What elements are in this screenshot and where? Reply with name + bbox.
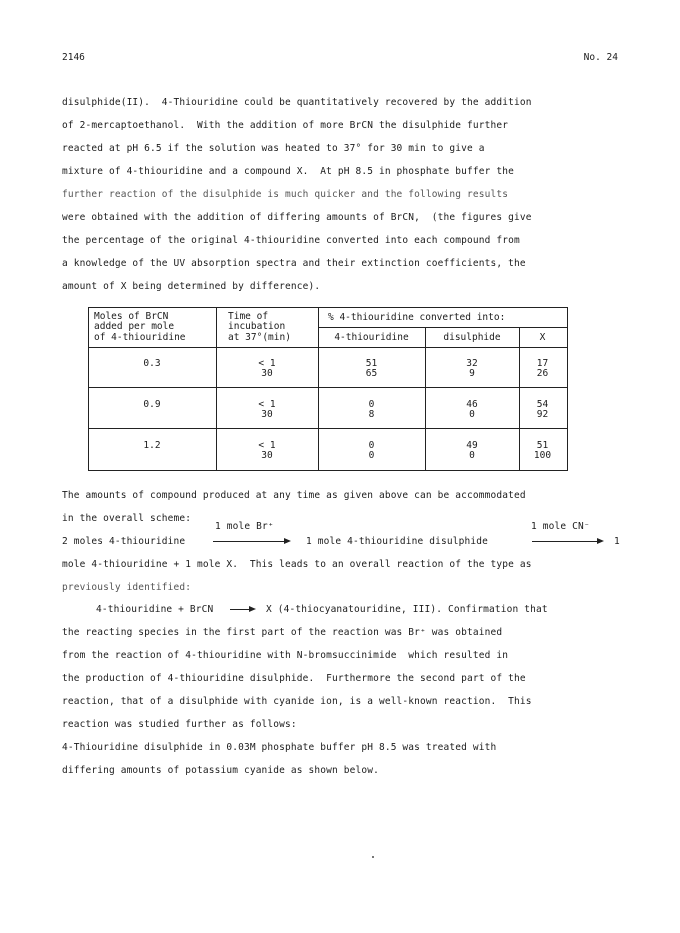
results-table bbox=[88, 307, 568, 471]
paragraph-line: reaction, that of a disulphide with cyanide ion, is a well-known reaction. This bbox=[62, 696, 532, 707]
subheader-thiouridine: 4-thiouridine bbox=[334, 332, 409, 343]
table-cell-disulphide: 0 bbox=[469, 409, 475, 420]
paragraph-line: amount of X being determined by difference). bbox=[62, 281, 321, 292]
table-cell-disulphide: 0 bbox=[469, 450, 475, 461]
header-moles: Moles of BrCN bbox=[94, 311, 169, 322]
scheme-reagent-cn: 1 mole CN⁻ bbox=[531, 521, 590, 532]
table-cell-thiouridine: 0 bbox=[368, 399, 375, 410]
table-cell-thiouridine: 65 bbox=[365, 368, 378, 379]
subheader-disulphide: disulphide bbox=[443, 332, 501, 343]
paragraph-line: reaction was studied further as follows: bbox=[62, 719, 297, 730]
header-moles: added per mole bbox=[94, 321, 175, 332]
paragraph-line: from the reaction of 4-thiouridine with N-bromsuccinimide which resulted in bbox=[62, 650, 509, 661]
table-cell-time: < 1 bbox=[258, 399, 276, 410]
reaction-arrowhead bbox=[249, 606, 256, 612]
paragraph-line: in the overall scheme: bbox=[62, 513, 192, 524]
table-cell-x: 54 bbox=[536, 399, 549, 410]
paragraph-line: mixture of 4-thiouridine and a compound X. At pH 8.5 in phosphate buffer the bbox=[62, 166, 514, 177]
paragraph-line: the percentage of the original 4-thiouridine converted into each compound from bbox=[62, 235, 520, 246]
table-cell-disulphide: 32 bbox=[466, 358, 478, 369]
scheme-reagent-br: 1 mole Br⁺ bbox=[215, 521, 274, 532]
table-cell-time: 30 bbox=[261, 368, 273, 379]
issue-number: No. 24 bbox=[583, 52, 618, 63]
scheme-arrow-line bbox=[532, 541, 598, 542]
paragraph-line: the production of 4-thiouridine disulphide. Furthermore the second part of the bbox=[62, 673, 526, 684]
scheme-intermediate: 1 mole 4-thiouridine disulphide bbox=[306, 536, 488, 547]
table-cell-thiouridine: 8 bbox=[368, 409, 375, 420]
paragraph-line: of 2-mercaptoethanol. With the addition of more BrCN the disulphide further bbox=[62, 120, 509, 131]
header-converted: % 4-thiouridine converted into: bbox=[328, 312, 506, 323]
paragraph-line: reacted at pH 6.5 if the solution was heated to 37° for 30 min to give a bbox=[62, 143, 485, 154]
paragraph-line: disulphide(II). 4-Thiouridine could be quantitatively recovered by the addition bbox=[62, 97, 532, 108]
reaction-reactants: 4-thiouridine + BrCN bbox=[96, 604, 214, 615]
table-cell-thiouridine: 51 bbox=[365, 358, 378, 369]
paragraph-line: The amounts of compound produced at any time as given above can be accommodated bbox=[62, 490, 526, 501]
table-cell-thiouridine: 0 bbox=[368, 450, 375, 461]
reaction-arrow-line bbox=[230, 609, 250, 610]
scheme-arrow-line bbox=[213, 541, 285, 542]
table-cell-moles: 0.3 bbox=[143, 358, 161, 369]
scheme-end: 1 bbox=[614, 536, 620, 547]
table-cell-x: 92 bbox=[536, 409, 549, 420]
paragraph-line: further reaction of the disulphide is much quicker and the following results bbox=[62, 189, 509, 200]
paragraph-line: mole 4-thiouridine + 1 mole X. This leads to an overall reaction of the type as bbox=[62, 559, 532, 570]
table-cell-time: 30 bbox=[261, 450, 273, 461]
reaction-product: X (4-thiocyanatouridine, III). Confirmation that bbox=[266, 604, 548, 615]
table-cell-time: < 1 bbox=[258, 440, 276, 451]
table-cell-disulphide: 46 bbox=[466, 399, 478, 410]
paragraph-line: the reacting species in the first part of the reaction was Br⁺ was obtained bbox=[62, 627, 503, 638]
paragraph-line: a knowledge of the UV absorption spectra and their extinction coefficients, the bbox=[62, 258, 526, 269]
table-cell-x: 51 bbox=[536, 440, 549, 451]
table-cell-disulphide: 49 bbox=[466, 440, 478, 451]
page-number: 2146 bbox=[62, 52, 85, 63]
scheme-arrowhead bbox=[284, 538, 291, 544]
scheme-arrowhead bbox=[597, 538, 604, 544]
subheader-x: X bbox=[539, 332, 546, 343]
table-cell-thiouridine: 0 bbox=[368, 440, 375, 451]
paragraph-line: 4-Thiouridine disulphide in 0.03M phosphate buffer pH 8.5 was treated with bbox=[62, 742, 497, 753]
header-time: Time of bbox=[228, 311, 269, 322]
header-time: incubation bbox=[228, 321, 286, 332]
table-cell-time: 30 bbox=[261, 409, 273, 420]
table-cell-moles: 0.9 bbox=[143, 399, 161, 410]
table-cell-time: < 1 bbox=[258, 358, 276, 369]
table-cell-disulphide: 9 bbox=[469, 368, 475, 379]
header-moles: of 4-thiouridine bbox=[94, 332, 186, 343]
table-cell-x: 17 bbox=[536, 358, 549, 369]
table-cell-x: 26 bbox=[536, 368, 549, 379]
page-speck bbox=[372, 856, 374, 858]
paragraph-line: were obtained with the addition of differing amounts of BrCN, (the figures give bbox=[62, 212, 532, 223]
paragraph-line: previously identified: bbox=[62, 582, 192, 593]
table-cell-x: 100 bbox=[533, 450, 552, 461]
header-time: at 37°(min) bbox=[228, 332, 291, 343]
scheme-start: 2 moles 4-thiouridine bbox=[62, 536, 186, 547]
table-cell-moles: 1.2 bbox=[143, 440, 161, 451]
paragraph-line: differing amounts of potassium cyanide as shown below. bbox=[62, 765, 379, 776]
